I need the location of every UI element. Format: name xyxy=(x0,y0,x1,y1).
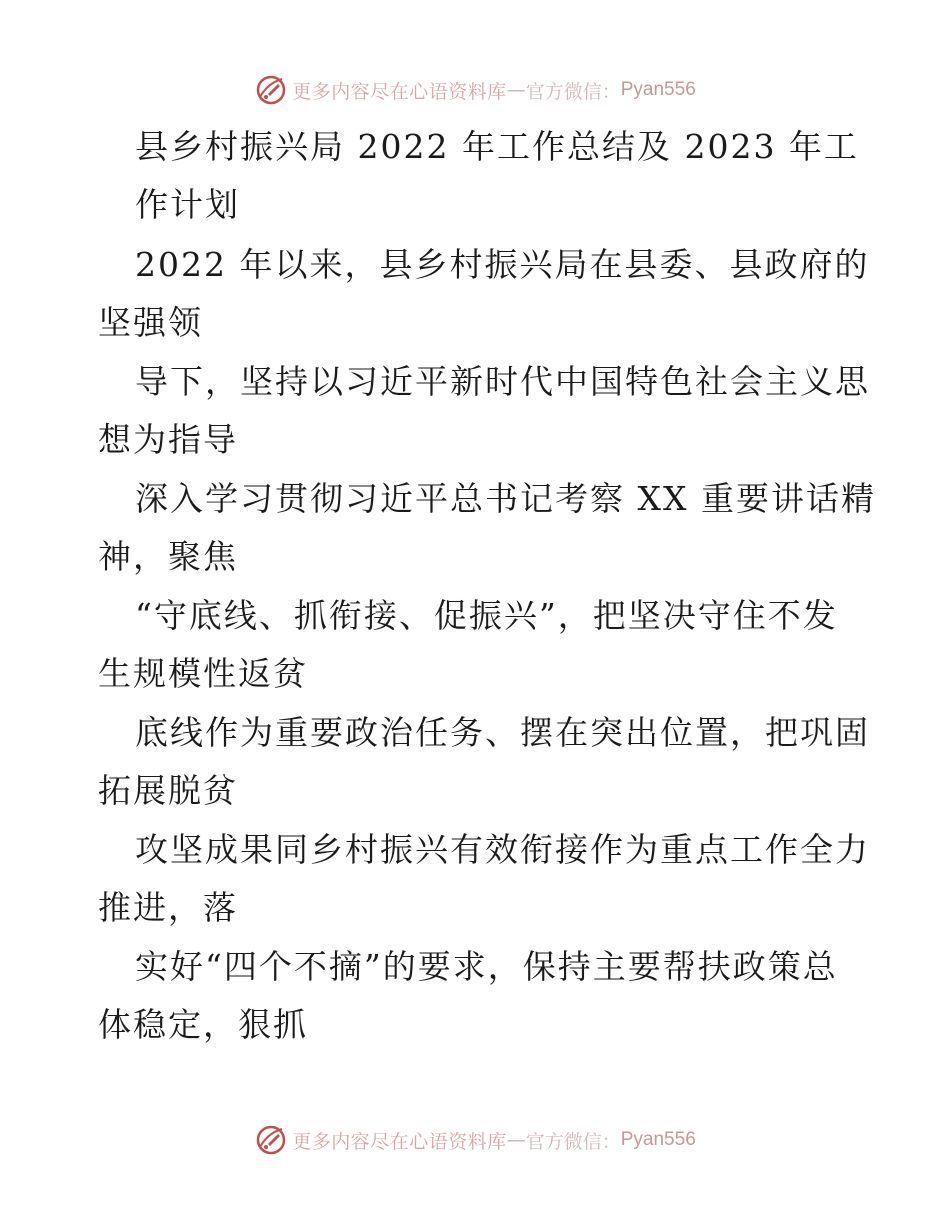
header-watermark xyxy=(0,70,950,110)
watermark-label: 官方微信： xyxy=(525,80,621,103)
paragraph-line: 深入学习贯彻习近平总书记考察 XX 重要讲话精 xyxy=(135,479,876,518)
watermark-wechat-id: Pyan556 xyxy=(620,1129,696,1150)
paragraph-line: 攻坚成果同乡村振兴有效衔接作为重点工作全力 xyxy=(135,830,870,869)
paragraph-line: 实好“四个不摘”的要求，保持主要帮扶政策总 xyxy=(135,947,838,986)
paragraph-line: 坚强领 xyxy=(98,303,203,342)
watermark-label: 官方微信： xyxy=(525,1130,621,1153)
document-body xyxy=(0,118,950,1078)
paragraph-line: 想为指导 xyxy=(98,420,238,459)
watermark-separator: — xyxy=(506,1129,526,1151)
document-title-line-1: 县乡村振兴局 2022 年工作总结及 2023 年工 xyxy=(135,127,859,166)
paragraph-line: 体稳定，狠抓 xyxy=(98,1005,308,1044)
document-title-line-2: 作计划 xyxy=(135,185,240,224)
paragraph-line: 导下，坚持以习近平新时代中国特色社会主义思 xyxy=(135,362,870,401)
paragraph-line: 底线作为重要政治任务、摆在突出位置，把巩固 xyxy=(135,713,870,752)
watermark-brand: 更多内容尽在心语资料库 xyxy=(292,80,507,103)
pen-logo-icon xyxy=(254,1123,288,1157)
paragraph-line: “守底线、抓衔接、促振兴”，把坚决守住不发 xyxy=(135,596,838,635)
paragraph-line: 生规模性返贫 xyxy=(98,654,308,693)
paragraph-line: 推进，落 xyxy=(98,888,238,927)
watermark-separator: — xyxy=(506,79,526,101)
watermark-wechat-id: Pyan556 xyxy=(620,79,696,100)
pen-logo-icon xyxy=(254,73,288,107)
paragraph-line: 2022 年以来，县乡村振兴局在县委、县政府的 xyxy=(135,245,870,284)
paragraph-line: 神，聚焦 xyxy=(98,537,238,576)
footer-watermark xyxy=(0,1120,950,1160)
watermark-brand: 更多内容尽在心语资料库 xyxy=(292,1130,507,1153)
paragraph-line: 拓展脱贫 xyxy=(98,771,238,810)
